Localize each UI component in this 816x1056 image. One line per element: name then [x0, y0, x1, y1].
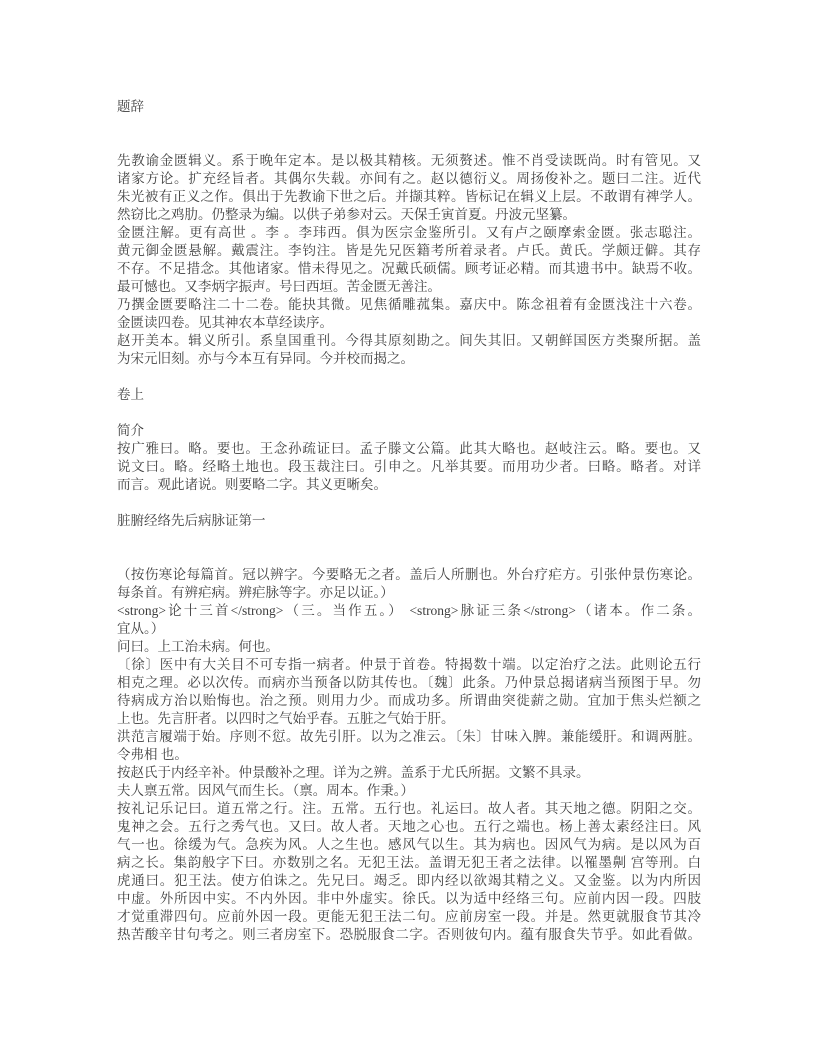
text-line: 洪范言履端于始。序则不愆。故先引肝。以为之准云。〔朱〕甘味入脾。兼能缓肝。和调两脏。	[117, 729, 701, 744]
text-line: 相克之理。必以次传。而病亦当预备以防其传也。〔魏〕此条。乃仲景总揭诸病当预图于早。勿	[117, 675, 701, 690]
text-line: 而言。观此诸说。则要略二字。其义更晰矣。	[117, 477, 387, 492]
text-line: 赵开美本。辑义所引。系皇国重刊。今得其原刻勘之。间失其旧。又朝鲜国医方类聚所据。盖	[117, 333, 701, 348]
blank-line	[117, 368, 701, 386]
volume-heading: 卷上	[117, 387, 144, 402]
doc-title: 题辞	[117, 99, 144, 114]
section-heading: 简介	[117, 423, 144, 438]
text-line: 上也。先言肝者。以四时之气始乎春。五脏之气始于肝。	[117, 711, 455, 726]
text-line: 朱光被有正义之作。俱出于先教谕下世之后。并撷其粹。皆标记在辑义上层。不敢谓有禆学人。	[117, 189, 701, 204]
text-line: 中虚。外所因中实。不内外因。非中外虚实。徐氏。以为适中经络三句。应前内因一段。四肢	[117, 891, 701, 906]
text-line: 乃撰金匮要略注二十二卷。能抉其微。见焦循雕菰集。嘉庆中。陈念祖着有金匮浅注十六卷。	[117, 297, 701, 312]
text-line: 最可憾也。又李炳字振声。号曰西垣。苦金匮无善注。	[117, 279, 441, 294]
text-line: 热苦酸辛甘句考之。则三者房室下。恐脱服食二字。否则彼句内。蕴有服食失节乎。如此看做。	[117, 927, 701, 942]
text-line: （按伤寒论每篇首。冠以辨字。今要略无之者。盖后人所删也。外台疗疟方。引张仲景伤寒论。	[117, 567, 701, 582]
text-line: 金匮读四卷。见其神农本草经读序。	[117, 315, 333, 330]
text-line: 为宋元旧刻。亦与今本互有异同。今并校而揭之。	[117, 351, 414, 366]
text-line: <strong>论十三首</strong>（三。当作五。） <strong>脉证三条</strong>（诸本。作二条。	[117, 603, 701, 618]
text-line: 〔徐〕医中有大关目不可专指一病者。仲景于首卷。特揭数十端。以定治疗之法。此则论五行	[117, 657, 701, 672]
blank-line	[117, 494, 701, 512]
text-line: 问曰。上工治未病。何也。	[117, 639, 279, 654]
text-line: 按礼记乐记曰。道五常之行。注。五常。五行也。礼运曰。故人者。其天地之德。阴阳之交。	[117, 801, 701, 816]
blank-line	[117, 134, 701, 152]
text-line: 诸家方论。扩充经旨者。其偶尔失载。亦间有之。赵以德衍义。周扬俊补之。题曰二注。近代	[117, 171, 701, 186]
text-line: 宜从。）	[117, 621, 165, 636]
text-line: 才觉重滞四句。应前外因一段。更能无犯王法二句。应前房室一段。并是。然更就服食节其冷	[117, 909, 701, 924]
blank-line	[117, 548, 701, 566]
blank-line	[117, 116, 701, 134]
text-line: 黄元御金匮悬解。戴震注。李钧注。皆是先兄医籍考所着录者。卢氏。黄氏。学颇迂僻。其存	[117, 243, 701, 258]
text-line: 病之长。集韵般字下曰。亦数别之名。无犯王法。盖谓无犯王者之法律。以罹墨劓 宫等刑。白	[117, 855, 701, 870]
text-line: 待病成方治以贻悔也。治之预。则用力少。而成功多。所谓曲突徙薪之勋。宜加于焦头烂额之	[117, 693, 701, 708]
text-line: 鬼神之会。五行之秀气也。又曰。故人者。天地之心也。五行之端也。杨上善太素经注曰。风	[117, 819, 701, 834]
text-line: 气一也。徐缓为气。急疾为风。人之生也。感风气以生。其为病也。因风气为病。是以风为百	[117, 837, 701, 852]
text-line: 然窃比之鸡肋。仍整录为编。以供子弟参对云。天保壬寅首夏。丹波元坚纂。	[117, 207, 576, 222]
text-line: 说文曰。略。经略土地也。段玉裁注曰。引申之。凡举其要。而用功少者。曰略。略者。对详	[117, 459, 701, 474]
blank-line	[117, 530, 701, 548]
text-line: 按赵氏于内经辛补。仲景酸补之理。详为之辨。盖系于尤氏所据。文繁不具录。	[117, 765, 590, 780]
text-line: 按广雅曰。略。要也。王念孙疏证曰。孟子滕文公篇。此其大略也。赵岐注云。略。要也。又	[117, 441, 701, 456]
text-line: 先教谕金匮辑义。系于晚年定本。是以极其精核。无须赘述。惟不肖受读既尚。时有管见。又	[117, 153, 701, 168]
text-line: 夫人禀五常。因风气而生长。（禀。周本。作秉。）	[117, 783, 414, 798]
text-line: 虎通曰。犯王法。使方伯诛之。先兄曰。竭乏。即内经以欲竭其精之义。又金鉴。以为内所因	[117, 873, 701, 888]
chapter-heading: 脏腑经络先后病脉证第一	[117, 513, 266, 528]
text-line: 每条首。有辨疟病。辨疟脉等字。亦足以证。）	[117, 585, 394, 600]
blank-line	[117, 404, 701, 422]
text-line: 金匮注解。更有高世 。李 。李玮西。俱为医宗金鉴所引。又有卢之颐摩索金匮。张志聪注。	[117, 225, 701, 240]
text-line: 令弗相 也。	[117, 747, 188, 762]
text-line: 不存。不足措念。其他诸家。惜未得见之。况戴氏硕儒。顾考证必精。而其遗书中。缺焉不收。	[117, 261, 701, 276]
